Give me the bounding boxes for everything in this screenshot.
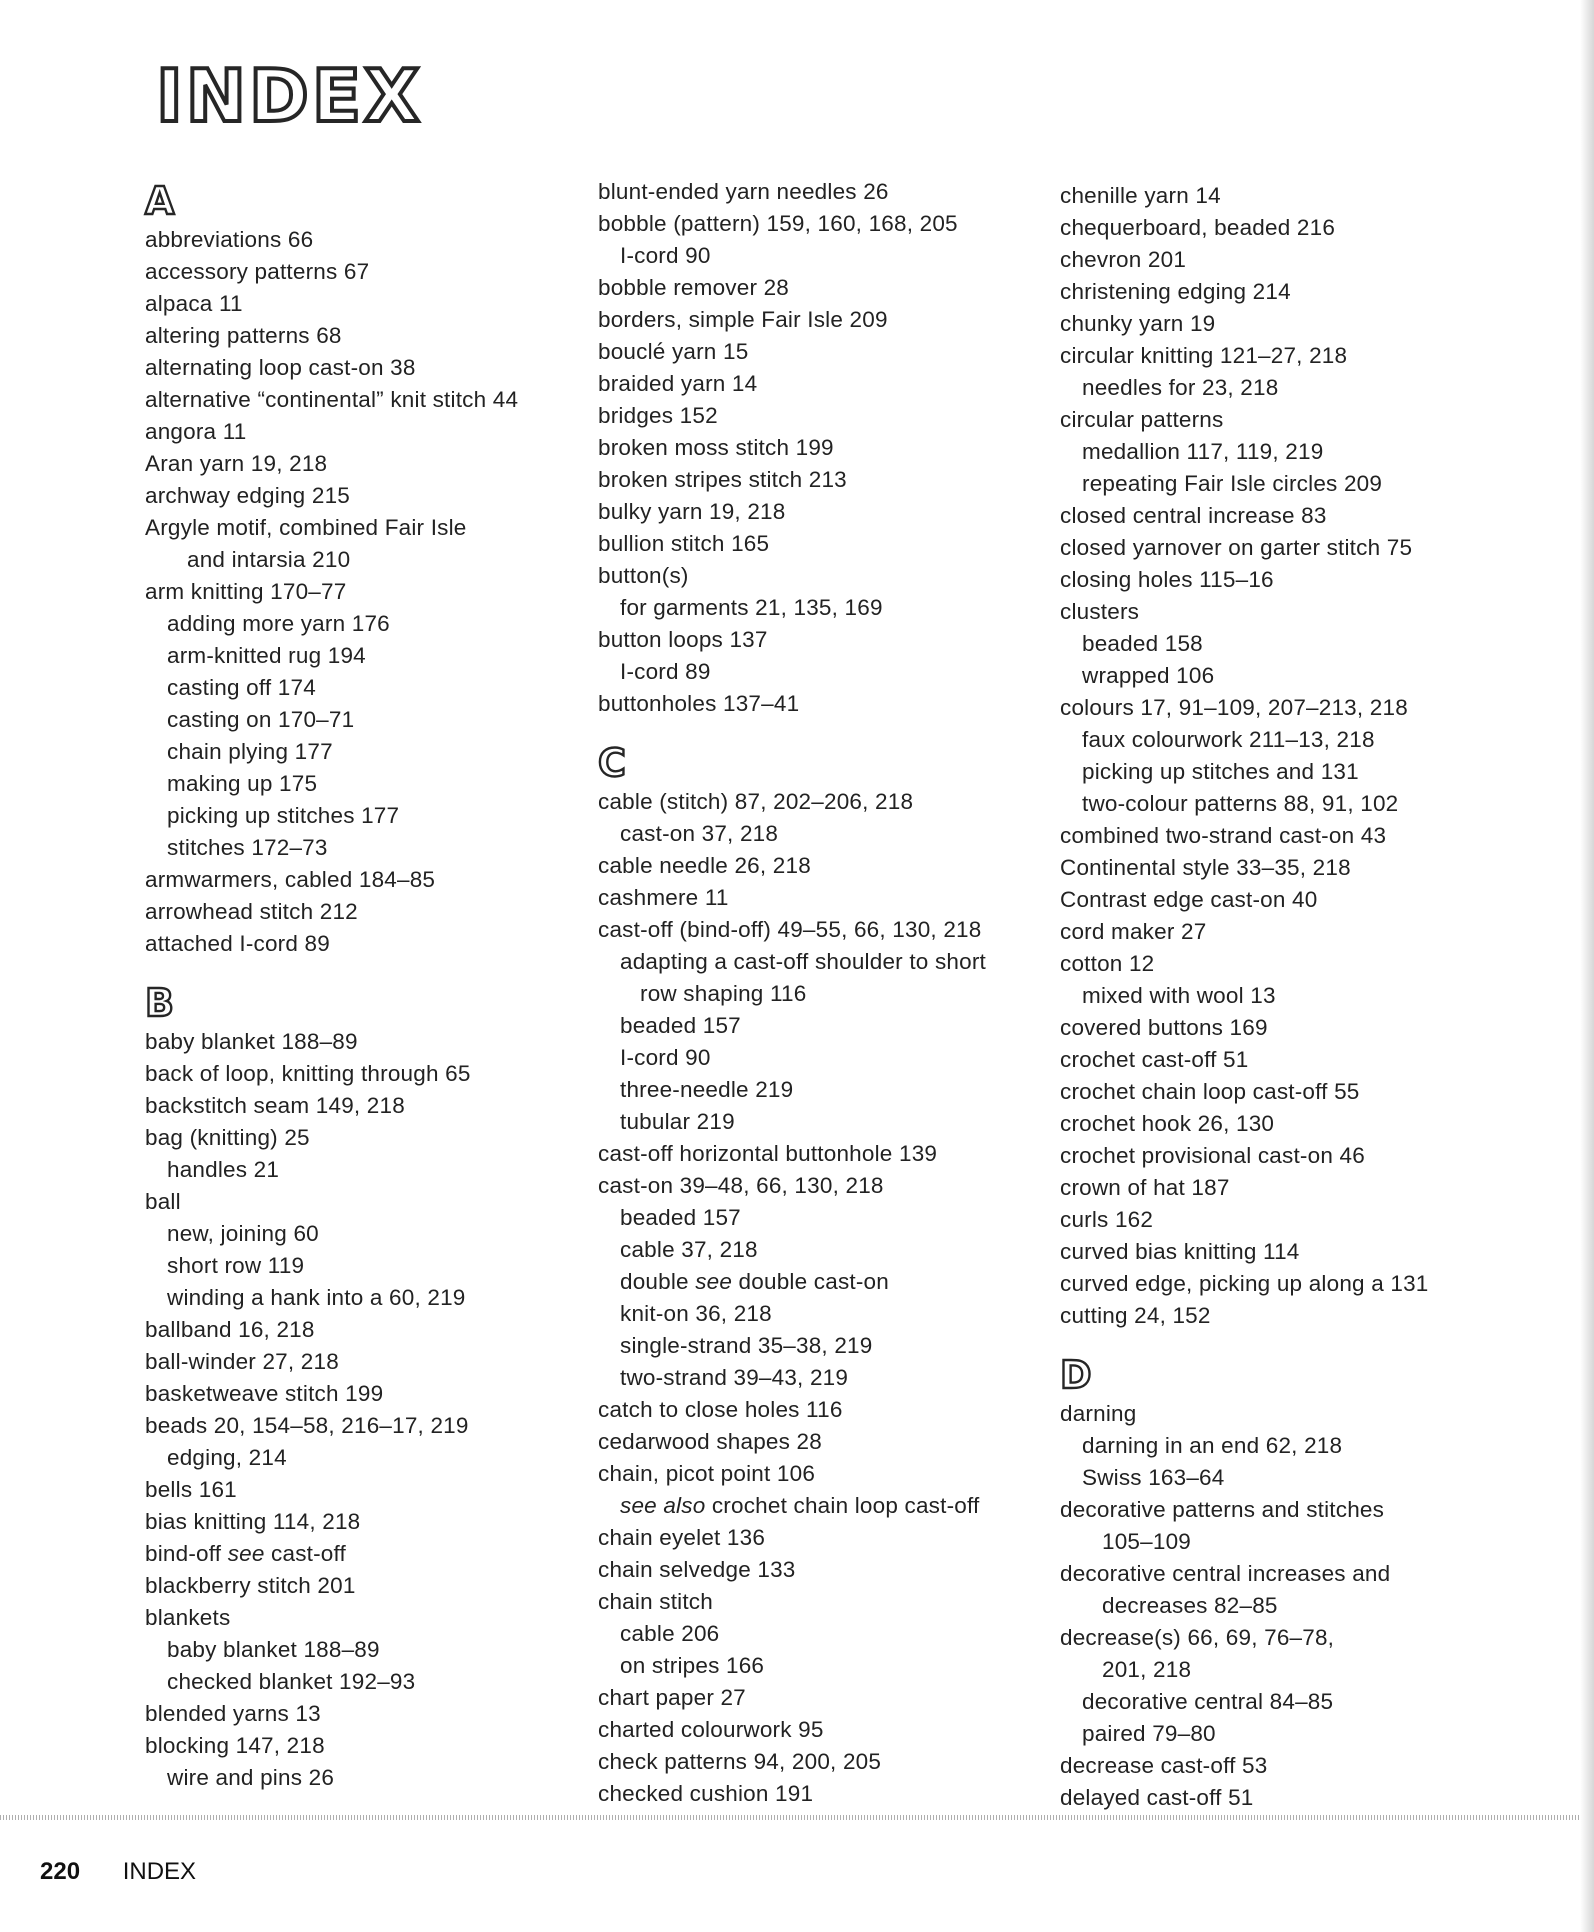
index-entry: Argyle motif, combined Fair Isle [145,515,467,540]
index-subentry: handles 21 [167,1157,280,1182]
index-entry: curls 162 [1060,1207,1154,1232]
index-entry: blocking 147, 218 [145,1733,325,1758]
index-entry: circular patterns [1060,407,1224,432]
index-entry: armwarmers, cabled 184–85 [145,867,436,892]
index-subentry: on stripes 166 [620,1653,765,1678]
index-entry: christening edging 214 [1060,279,1291,304]
index-subentry: baby blanket 188–89 [167,1637,380,1662]
index-subentry: decorative central 84–85 [1082,1689,1334,1714]
index-entry: bind-off see cast-off [145,1541,347,1566]
index-subentry: two-strand 39–43, 219 [620,1365,849,1390]
index-entry: braided yarn 14 [598,371,758,396]
index-subentry: checked blanket 192–93 [167,1669,416,1694]
index-entry: ball-winder 27, 218 [145,1349,339,1374]
index-column-3 [1060,180,1500,1814]
index-entry: buttonholes 137–41 [598,691,800,716]
index-entry: baby blanket 188–89 [145,1029,358,1054]
index-subentry: needles for 23, 218 [1082,375,1279,400]
index-entry: bullion stitch 165 [598,531,770,556]
index-entry: crown of hat 187 [1060,1175,1230,1200]
index-entry: charted colourwork 95 [598,1717,824,1742]
index-entry: accessory patterns 67 [145,259,370,284]
index-entry: beads 20, 154–58, 216–17, 219 [145,1413,469,1438]
page-title: INDEX [156,54,423,138]
index-subentry: darning in an end 62, 218 [1082,1433,1343,1458]
index-entry: checked cushion 191 [598,1781,814,1806]
index-entry: bag (knitting) 25 [145,1125,310,1150]
index-entry: blended yarns 13 [145,1701,321,1726]
index-entry: bouclé yarn 15 [598,339,749,364]
index-entry: alpaca 11 [145,291,243,316]
index-subentry: beaded 157 [620,1013,741,1038]
index-entry: closing holes 115–16 [1060,567,1274,592]
index-entry: crochet hook 26, 130 [1060,1111,1275,1136]
index-subentry: beaded 158 [1082,631,1203,656]
index-entry: bridges 152 [598,403,718,428]
index-subentry: single-strand 35–38, 219 [620,1333,873,1358]
index-entry: colours 17, 91–109, 207–213, 218 [1060,695,1408,720]
page-number: 220 [40,1858,81,1885]
index-subentry: tubular 219 [620,1109,735,1134]
index-subentry: chain plying 177 [167,739,333,764]
index-entry: attached I-cord 89 [145,931,330,956]
index-entry: curved bias knitting 114 [1060,1239,1300,1264]
index-subentry: casting off 174 [167,675,316,700]
index-column-2 [598,176,1038,1810]
index-entry: archway edging 215 [145,483,350,508]
index-subentry: decreases 82–85 [1102,1593,1278,1618]
index-subentry: repeating Fair Isle circles 209 [1082,471,1383,496]
index-subentry: beaded 157 [620,1205,741,1230]
index-entry: chain stitch [598,1589,713,1614]
index-entry: borders, simple Fair Isle 209 [598,307,888,332]
index-column-1 [145,178,585,1794]
index-entry: chain selvedge 133 [598,1557,796,1582]
footer-section-label: INDEX [122,1858,197,1885]
index-entry: broken stripes stitch 213 [598,467,847,492]
index-subentry: cast-on 37, 218 [620,821,779,846]
index-entry: decrease cast-off 53 [1060,1753,1268,1778]
index-subentry: new, joining 60 [167,1221,319,1246]
index-subentry: 201, 218 [1102,1657,1192,1682]
index-subentry: knit-on 36, 218 [620,1301,772,1326]
index-entry: alternating loop cast-on 38 [145,355,416,380]
page-footer [40,1857,196,1887]
index-entry: chenille yarn 14 [1060,183,1221,208]
index-entry: bobble (pattern) 159, 160, 168, 205 [598,211,958,236]
index-entry: delayed cast-off 51 [1060,1785,1254,1810]
index-subentry: Swiss 163–64 [1082,1465,1225,1490]
index-subentry: cable 37, 218 [620,1237,758,1262]
index-entry: backstitch seam 149, 218 [145,1093,405,1118]
index-subentry: two-colour patterns 88, 91, 102 [1082,791,1399,816]
index-entry: cast-off horizontal buttonhole 139 [598,1141,938,1166]
index-subentry: adding more yarn 176 [167,611,390,636]
index-subentry: mixed with wool 13 [1082,983,1276,1008]
index-subentry: adapting a cast-off shoulder to short [620,949,986,974]
index-entry: blankets [145,1605,231,1630]
index-entry: closed central increase 83 [1060,503,1327,528]
index-entry: covered buttons 169 [1060,1015,1268,1040]
index-entry: decorative patterns and stitches [1060,1497,1385,1522]
index-entry: broken moss stitch 199 [598,435,834,460]
index-entry: crochet provisional cast-on 46 [1060,1143,1365,1168]
index-subentry: edging, 214 [167,1445,287,1470]
index-entry: angora 11 [145,419,247,444]
index-entry: cotton 12 [1060,951,1155,976]
index-subentry: making up 175 [167,771,318,796]
index-entry: chequerboard, beaded 216 [1060,215,1336,240]
index-entry: bias knitting 114, 218 [145,1509,361,1534]
index-subentry: cable 206 [620,1621,720,1646]
index-entry: darning [1060,1401,1137,1426]
index-subentry: wrapped 106 [1082,663,1215,688]
index-entry: bobble remover 28 [598,275,790,300]
index-subentry: wire and pins 26 [167,1765,335,1790]
index-entry: alternative “continental” knit stitch 44 [145,387,519,412]
index-entry: arrowhead stitch 212 [145,899,358,924]
section-letter: A [145,179,175,223]
index-entry: back of loop, knitting through 65 [145,1061,471,1086]
index-entry: ball [145,1189,181,1214]
index-subentry: I-cord 90 [620,243,711,268]
page-edge-shadow [1580,0,1594,1932]
index-entry: chain eyelet 136 [598,1525,766,1550]
index-subentry: casting on 170–71 [167,707,355,732]
index-subentry: paired 79–80 [1082,1721,1216,1746]
index-entry: abbreviations 66 [145,227,314,252]
section-letter: B [145,981,174,1025]
index-entry: catch to close holes 116 [598,1397,843,1422]
index-subentry: for garments 21, 135, 169 [620,595,883,620]
index-entry: cedarwood shapes 28 [598,1429,822,1454]
index-entry: curved edge, picking up along a 131 [1060,1271,1429,1296]
index-entry: cashmere 11 [598,885,729,910]
index-entry: bulky yarn 19, 218 [598,499,786,524]
index-subentry: winding a hank into a 60, 219 [167,1285,466,1310]
index-entry: arm knitting 170–77 [145,579,347,604]
section-letter: D [1060,1353,1092,1397]
index-entry: basketweave stitch 199 [145,1381,384,1406]
index-entry: Aran yarn 19, 218 [145,451,328,476]
index-entry: chunky yarn 19 [1060,311,1216,336]
index-entry: cable needle 26, 218 [598,853,811,878]
index-entry: decrease(s) 66, 69, 76–78, [1060,1625,1335,1650]
index-entry: chevron 201 [1060,247,1187,272]
index-subentry: I-cord 89 [620,659,711,684]
footer-rule [0,1815,1594,1820]
index-subentry: I-cord 90 [620,1045,711,1070]
index-entry: chain, picot point 106 [598,1461,816,1486]
index-subentry: three-needle 219 [620,1077,794,1102]
index-entry: Continental style 33–35, 218 [1060,855,1351,880]
index-subentry: and intarsia 210 [187,547,351,572]
index-subentry: double see double cast-on [620,1269,889,1294]
index-entry: crochet chain loop cast-off 55 [1060,1079,1360,1104]
index-entry: decorative central increases and [1060,1561,1391,1586]
index-entry: cast-on 39–48, 66, 130, 218 [598,1173,884,1198]
index-entry: combined two-strand cast-on 43 [1060,823,1387,848]
index-entry: Contrast edge cast-on 40 [1060,887,1318,912]
section-letter: C [598,741,626,785]
index-entry: circular knitting 121–27, 218 [1060,343,1348,368]
index-subentry: picking up stitches and 131 [1082,759,1359,784]
index-subentry: faux colourwork 211–13, 218 [1082,727,1375,752]
index-entry: crochet cast-off 51 [1060,1047,1249,1072]
index-subentry: picking up stitches 177 [167,803,400,828]
index-subentry: 105–109 [1102,1529,1191,1554]
index-entry: button(s) [598,563,689,588]
index-subentry: stitches 172–73 [167,835,328,860]
index-entry: cable (stitch) 87, 202–206, 218 [598,789,914,814]
index-entry: cutting 24, 152 [1060,1303,1211,1328]
index-entry: button loops 137 [598,627,768,652]
index-subentry: row shaping 116 [640,981,807,1006]
index-entry: cord maker 27 [1060,919,1207,944]
index-subentry: see also crochet chain loop cast-off [620,1493,980,1518]
index-subentry: arm-knitted rug 194 [167,643,366,668]
index-entry: bells 161 [145,1477,237,1502]
index-entry: altering patterns 68 [145,323,342,348]
index-entry: blackberry stitch 201 [145,1573,356,1598]
index-entry: ballband 16, 218 [145,1317,315,1342]
index-entry: check patterns 94, 200, 205 [598,1749,882,1774]
index-subentry: short row 119 [167,1253,305,1278]
index-subentry: medallion 117, 119, 219 [1082,439,1324,464]
index-entry: clusters [1060,599,1140,624]
index-entry: closed yarnover on garter stitch 75 [1060,535,1413,560]
index-entry: chart paper 27 [598,1685,746,1710]
index-entry: blunt-ended yarn needles 26 [598,179,889,204]
index-entry: cast-off (bind-off) 49–55, 66, 130, 218 [598,917,982,942]
